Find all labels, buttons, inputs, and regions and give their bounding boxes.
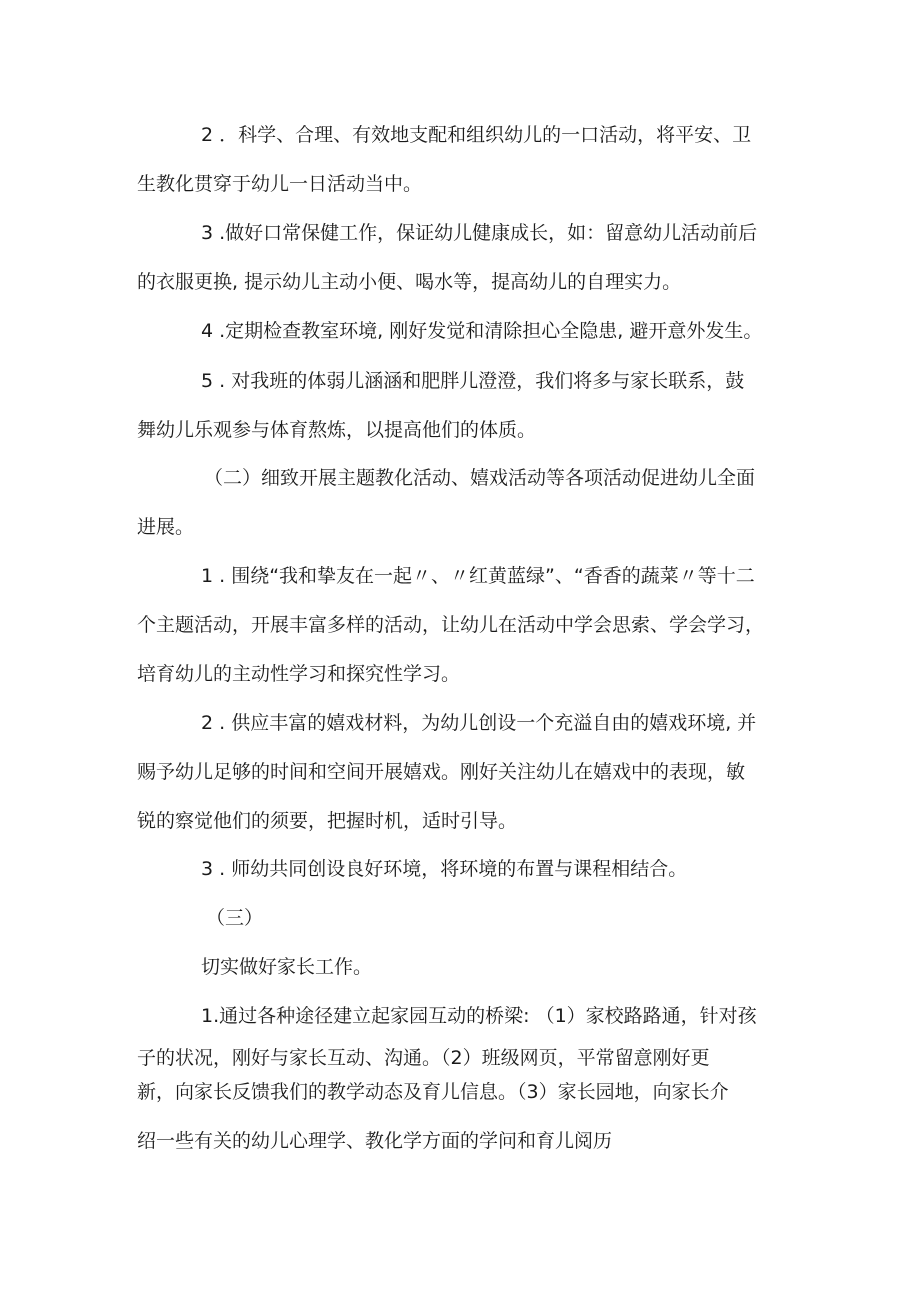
section-heading: 进展。 bbox=[137, 516, 195, 538]
text-line: 赐予幼儿足够的时间和空间开展嬉戏。刚好关注幼儿在嬉戏中的表现，敏 bbox=[137, 761, 746, 783]
text-line: 生教化贯穿于幼儿一日活动当中。 bbox=[137, 173, 423, 195]
text-line: 个主题活动，开展丰富多样的活动，让幼儿在活动中学会思索、学会学习， bbox=[137, 614, 765, 636]
text-line: 舞幼儿乐观参与体育熬炼，以提高他们的体质。 bbox=[137, 419, 537, 441]
text-line: 5 . 对我班的体弱儿涵涵和肥胖儿澄澄，我们将多与家长联系，鼓 bbox=[201, 370, 745, 392]
section-heading: 切实做好家长工作。 bbox=[201, 956, 373, 978]
text-line: 绍一些有关的幼儿心理学、教化学方面的学问和育儿阅历 bbox=[137, 1130, 613, 1152]
text-line: 的衣服更换, 提示幼儿主动小便、喝水等，提高幼儿的自理实力。 bbox=[137, 271, 682, 293]
text-line: 锐的察觉他们的须要，把握时机，适时引导。 bbox=[137, 810, 518, 832]
text-line: 4 .定期检查教室环境, 刚好发觉和清除担心全隐患, 避开意外发生。 bbox=[201, 320, 763, 342]
text-line: 培育幼儿的主动性学习和探究性学习。 bbox=[137, 663, 461, 685]
text-line: 3 .做好口常保健工作，保证幼儿健康成长，如：留意幼儿活动前后 bbox=[201, 222, 758, 244]
text-line: 1.通过各种途径建立起家园互动的桥梁: （1）家校路路通，针对孩 bbox=[201, 1005, 757, 1027]
section-heading: （三） bbox=[206, 907, 264, 929]
text-line: 2 ．科学、合理、有效地支配和组织幼儿的一口活动，将平安、卫 bbox=[201, 124, 752, 146]
text-line: 1 . 围绕“我和挚友在一起〃、〃红黄蓝绿”、“香香的蔬菜〃等十二 bbox=[201, 565, 755, 587]
text-line: 3 . 师幼共同创设良好环境，将环境的布置与课程相结合。 bbox=[201, 858, 688, 880]
text-line: 2 . 供应丰富的嬉戏材料，为幼儿创设一个充溢自由的嬉戏环境, 并 bbox=[201, 712, 757, 734]
text-line: 子的状况，刚好与家长互动、沟通。（2）班级网页，平常留意刚好更 bbox=[137, 1047, 710, 1069]
section-heading: （二）细致开展主题教化活动、嬉戏活动等各项活动促进幼儿全面 bbox=[204, 467, 756, 489]
text-line: 新，向家长反馈我们的教学动态及育儿信息。（3）家长园地，向家长介 bbox=[137, 1081, 729, 1103]
